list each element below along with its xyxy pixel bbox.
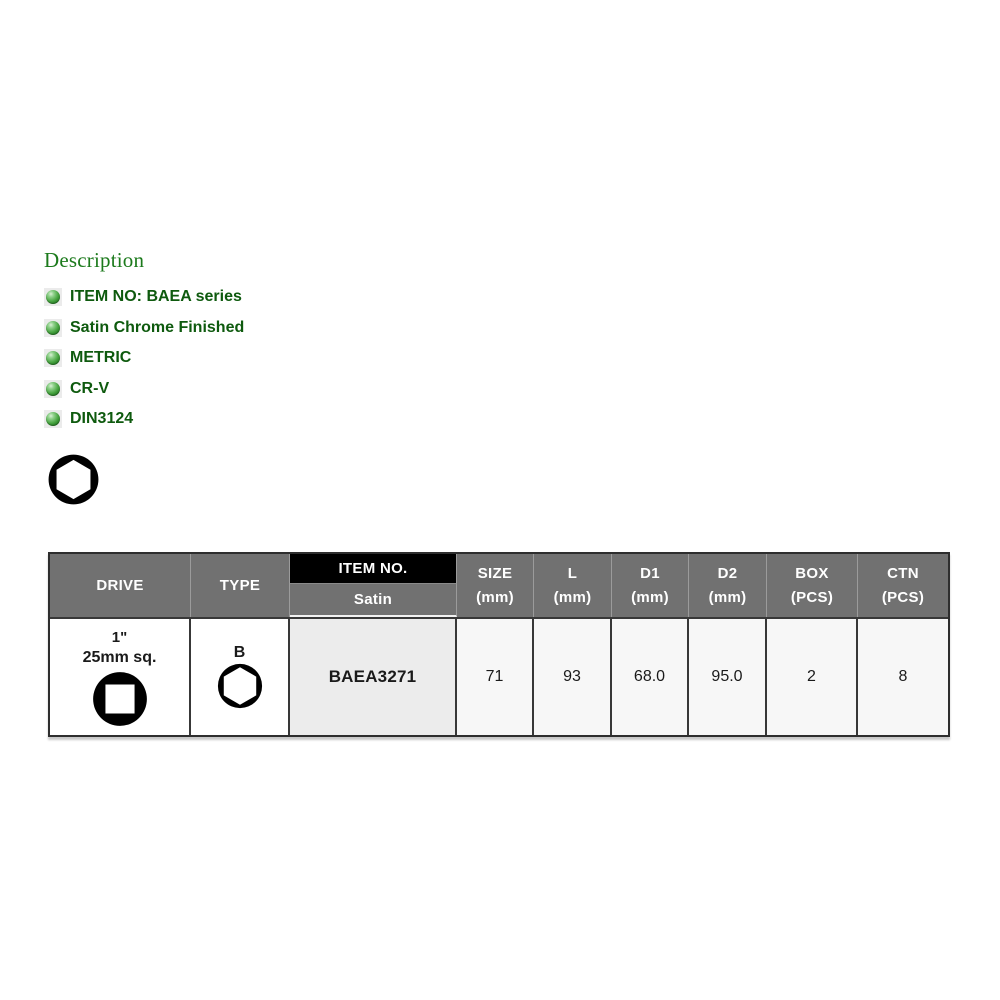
drive-size-label: 1": [111, 629, 128, 647]
table-row: [50, 617, 948, 735]
square-drive-icon: [92, 671, 148, 727]
header-item-no-satin: Satin: [353, 591, 393, 608]
drive-mm-label: 25mm sq.: [82, 649, 157, 667]
description-list: [44, 282, 244, 435]
finish-label: Satin Chrome Finished: [70, 318, 245, 336]
header-item-no-band: ITEM NO.: [290, 554, 456, 584]
cell-box: 2: [767, 619, 858, 735]
header-drive: DRIVE: [50, 554, 191, 617]
description-section: [44, 248, 244, 435]
cell-l: 93: [534, 619, 612, 735]
header-d2: D2 (mm): [689, 554, 767, 617]
din-label: DIN3124: [70, 410, 134, 428]
table-header-row: [50, 554, 948, 617]
type-letter: B: [233, 643, 246, 661]
green-sphere-icon: [44, 380, 62, 398]
green-sphere-icon: [44, 349, 62, 367]
hex-socket-outline-icon: [216, 662, 264, 710]
cell-type: [191, 619, 290, 735]
header-ctn: CTN (PCS): [881, 564, 925, 607]
green-sphere-icon: [44, 288, 62, 306]
hex-socket-icon: [47, 453, 100, 506]
cell-size: 71: [457, 619, 534, 735]
spec-table: [48, 552, 950, 737]
list-item: [44, 404, 244, 435]
cell-drive: [50, 619, 191, 735]
header-type: TYPE: [191, 554, 290, 617]
header-item-no: [290, 554, 457, 617]
header-box: BOX (PCS): [767, 554, 858, 617]
list-item: [44, 343, 244, 374]
list-item: [44, 374, 244, 405]
cell-d1: 68.0: [612, 619, 689, 735]
list-item: [44, 282, 244, 313]
metric-label: METRIC: [70, 349, 132, 367]
green-sphere-icon: [44, 410, 62, 428]
green-sphere-icon: [44, 319, 62, 337]
cell-item-no: BAEA3271: [290, 619, 457, 735]
cell-ctn: 8: [858, 619, 948, 735]
header-size: SIZE (mm): [457, 554, 534, 617]
header-l: L (mm): [534, 554, 612, 617]
cell-d2: 95.0: [689, 619, 767, 735]
header-d1: D1 (mm): [612, 554, 689, 617]
description-heading: Description: [44, 248, 145, 272]
item-no-series-label: ITEM NO: BAEA series: [70, 288, 242, 306]
list-item: [44, 313, 244, 344]
crv-label: CR-V: [70, 379, 110, 397]
